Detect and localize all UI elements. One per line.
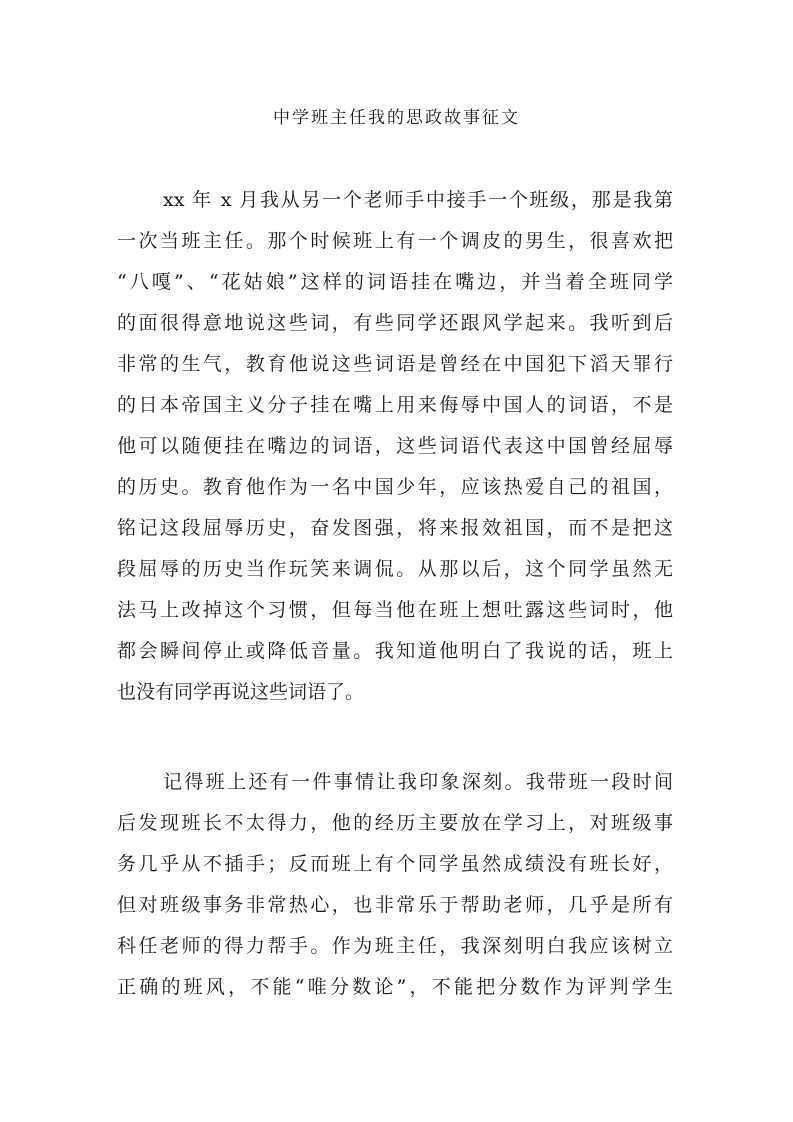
text-line: 的日本帝国主义分子挂在嘴上用来侮辱中国人的词语，不是: [117, 394, 673, 416]
text-line: 务几乎从不插手；反而班上有个同学虽然成绩没有班长好，: [117, 853, 673, 875]
text-line: 一次当班主任。那个时候班上有一个调皮的男生，很喜欢把: [117, 230, 673, 252]
text-line: 后发现班长不太得力，他的经历主要放在学习上，对班级事: [117, 812, 673, 834]
text-line: 的历史。教育他作为一名中国少年，应该热爱自己的祖国，: [117, 476, 673, 498]
text-line: xx 年 x 月我从另一个老师手中接手一个班级，那是我第: [163, 189, 673, 211]
text-line: 铭记这段屈辱历史，奋发图强，将来报效祖国，而不是把这: [117, 517, 673, 539]
text-line: 都会瞬间停止或降低音量。我知道他明白了我说的话，班上: [117, 640, 673, 662]
paragraph-1: [117, 180, 673, 713]
text-line: “八嘎”、“花姑娘”这样的词语挂在嘴边，并当着全班同学: [117, 271, 673, 293]
text-line: 法马上改掉这个习惯，但每当他在班上想吐露这些词时，他: [117, 599, 673, 621]
text-line: 但对班级事务非常热心，也非常乐于帮助老师，几乎是所有: [117, 894, 673, 916]
paragraph-2: [117, 762, 673, 1008]
text-line: 的面很得意地说这些词，有些同学还跟风学起来。我听到后: [117, 312, 673, 334]
text-line: 科任老师的得力帮手。作为班主任，我深刻明白我应该树立: [117, 935, 673, 957]
document-title: 中学班主任我的思政故事征文: [273, 108, 520, 128]
text-line: 段屈辱的历史当作玩笑来调侃。从那以后，这个同学虽然无: [117, 558, 673, 580]
text-line: 也没有同学再说这些词语了。: [117, 681, 365, 703]
text-line: 他可以随便挂在嘴边的词语，这些词语代表这中国曾经屈辱: [117, 435, 673, 457]
text-line: 记得班上还有一件事情让我印象深刻。我带班一段时间: [163, 771, 673, 793]
text-line: 正确的班风，不能“唯分数论”，不能把分数作为评判学生: [117, 976, 673, 998]
text-line: 非常的生气，教育他说这些词语是曾经在中国犯下滔天罪行: [117, 353, 673, 375]
